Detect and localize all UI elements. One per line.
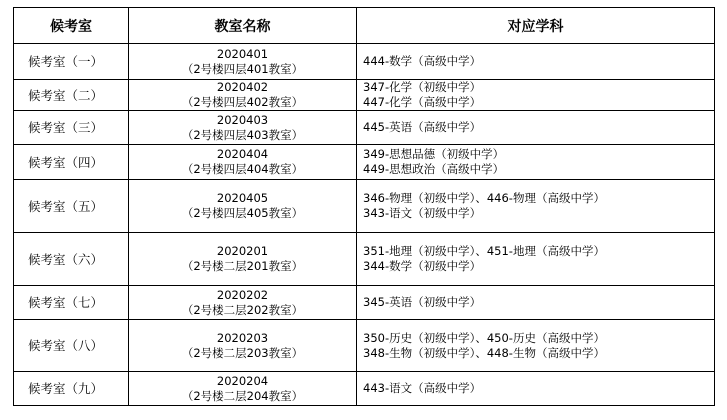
table-row	[14, 286, 715, 320]
header-row	[14, 8, 715, 44]
subjects-cell	[357, 233, 715, 286]
classroom-name-cell	[129, 180, 357, 233]
subjects-cell	[357, 80, 715, 111]
subject-line: 444-数学（高级中学）	[363, 54, 482, 68]
waiting-room-cell: 候考室（一）	[14, 44, 129, 80]
table-row	[14, 111, 715, 145]
classroom-location: （2号楼二层201教室）	[181, 259, 304, 273]
subject-line: 443-语文（高级中学）	[363, 381, 482, 395]
waiting-room-cell: 候考室（五）	[14, 180, 129, 233]
table-body	[14, 44, 715, 406]
classroom-code: 2020201	[216, 244, 269, 258]
subjects-cell	[357, 145, 715, 180]
classroom-location: （2号楼二层204教室）	[181, 388, 304, 403]
classroom-code: 2020203	[216, 330, 269, 345]
classroom-code: 2020405	[216, 191, 269, 205]
classroom-code: 2020401	[216, 46, 269, 61]
classroom-location: （2号楼四层404教室）	[181, 162, 304, 176]
subject-line: 447-化学（高级中学）	[363, 95, 482, 109]
waiting-room-table	[13, 7, 715, 406]
subjects-cell	[357, 111, 715, 145]
classroom-location: （2号楼四层402教室）	[181, 95, 304, 109]
classroom-code: 2020402	[216, 80, 269, 94]
subject-line: 445-英语（高级中学）	[363, 120, 482, 134]
table-row	[14, 320, 715, 372]
waiting-room-cell: 候考室（二）	[14, 80, 129, 111]
classroom-name-cell	[129, 44, 357, 80]
classroom-code: 2020204	[216, 373, 269, 388]
waiting-room-cell: 候考室（七）	[14, 286, 129, 320]
table-row	[14, 180, 715, 233]
classroom-code: 2020202	[216, 287, 269, 302]
waiting-room-cell: 候考室（三）	[14, 111, 129, 145]
classroom-location: （2号楼四层401教室）	[181, 61, 304, 76]
table-row	[14, 145, 715, 180]
subject-line: 344-数学（初级中学）	[363, 259, 482, 273]
classroom-location: （2号楼二层202教室）	[181, 302, 304, 317]
waiting-room-cell: 候考室（九）	[14, 372, 129, 406]
classroom-name-cell	[129, 111, 357, 145]
subject-line: 351-地理（初级中学）、451-地理（高级中学）	[363, 244, 605, 258]
subjects-cell	[357, 286, 715, 320]
subject-line: 347-化学（初级中学）	[363, 80, 482, 94]
classroom-name-cell	[129, 145, 357, 180]
header-waiting-room: 候考室	[14, 8, 129, 44]
classroom-location: （2号楼四层405教室）	[181, 206, 304, 220]
table-row	[14, 372, 715, 406]
classroom-name-cell	[129, 233, 357, 286]
classroom-code: 2020404	[216, 147, 269, 161]
header-classroom-name: 教室名称	[129, 8, 357, 44]
table-row	[14, 80, 715, 111]
header-subjects: 对应学科	[357, 8, 715, 44]
subjects-cell	[357, 320, 715, 372]
waiting-room-cell: 候考室（六）	[14, 233, 129, 286]
subjects-cell	[357, 372, 715, 406]
classroom-location: （2号楼二层203教室）	[181, 345, 304, 360]
subject-line: 346-物理（初级中学）、446-物理（高级中学）	[363, 191, 605, 205]
classroom-code: 2020403	[216, 112, 269, 127]
subject-line: 349-思想品德（初级中学）	[363, 147, 505, 161]
subjects-cell	[357, 180, 715, 233]
subject-line: 348-生物（初级中学）、448-生物（高级中学）	[363, 345, 605, 360]
classroom-location: （2号楼四层403教室）	[181, 127, 304, 142]
waiting-room-cell: 候考室（八）	[14, 320, 129, 372]
table-row	[14, 44, 715, 80]
subject-line: 350-历史（初级中学）、450-历史（高级中学）	[363, 330, 605, 345]
classroom-name-cell	[129, 320, 357, 372]
subject-line: 343-语文（初级中学）	[363, 206, 482, 220]
classroom-name-cell	[129, 286, 357, 320]
classroom-name-cell	[129, 372, 357, 406]
subject-line: 449-思想政治（高级中学）	[363, 162, 505, 176]
subjects-cell	[357, 44, 715, 80]
subject-line: 345-英语（初级中学）	[363, 295, 482, 309]
classroom-name-cell	[129, 80, 357, 111]
waiting-room-cell: 候考室（四）	[14, 145, 129, 180]
table-row	[14, 233, 715, 286]
